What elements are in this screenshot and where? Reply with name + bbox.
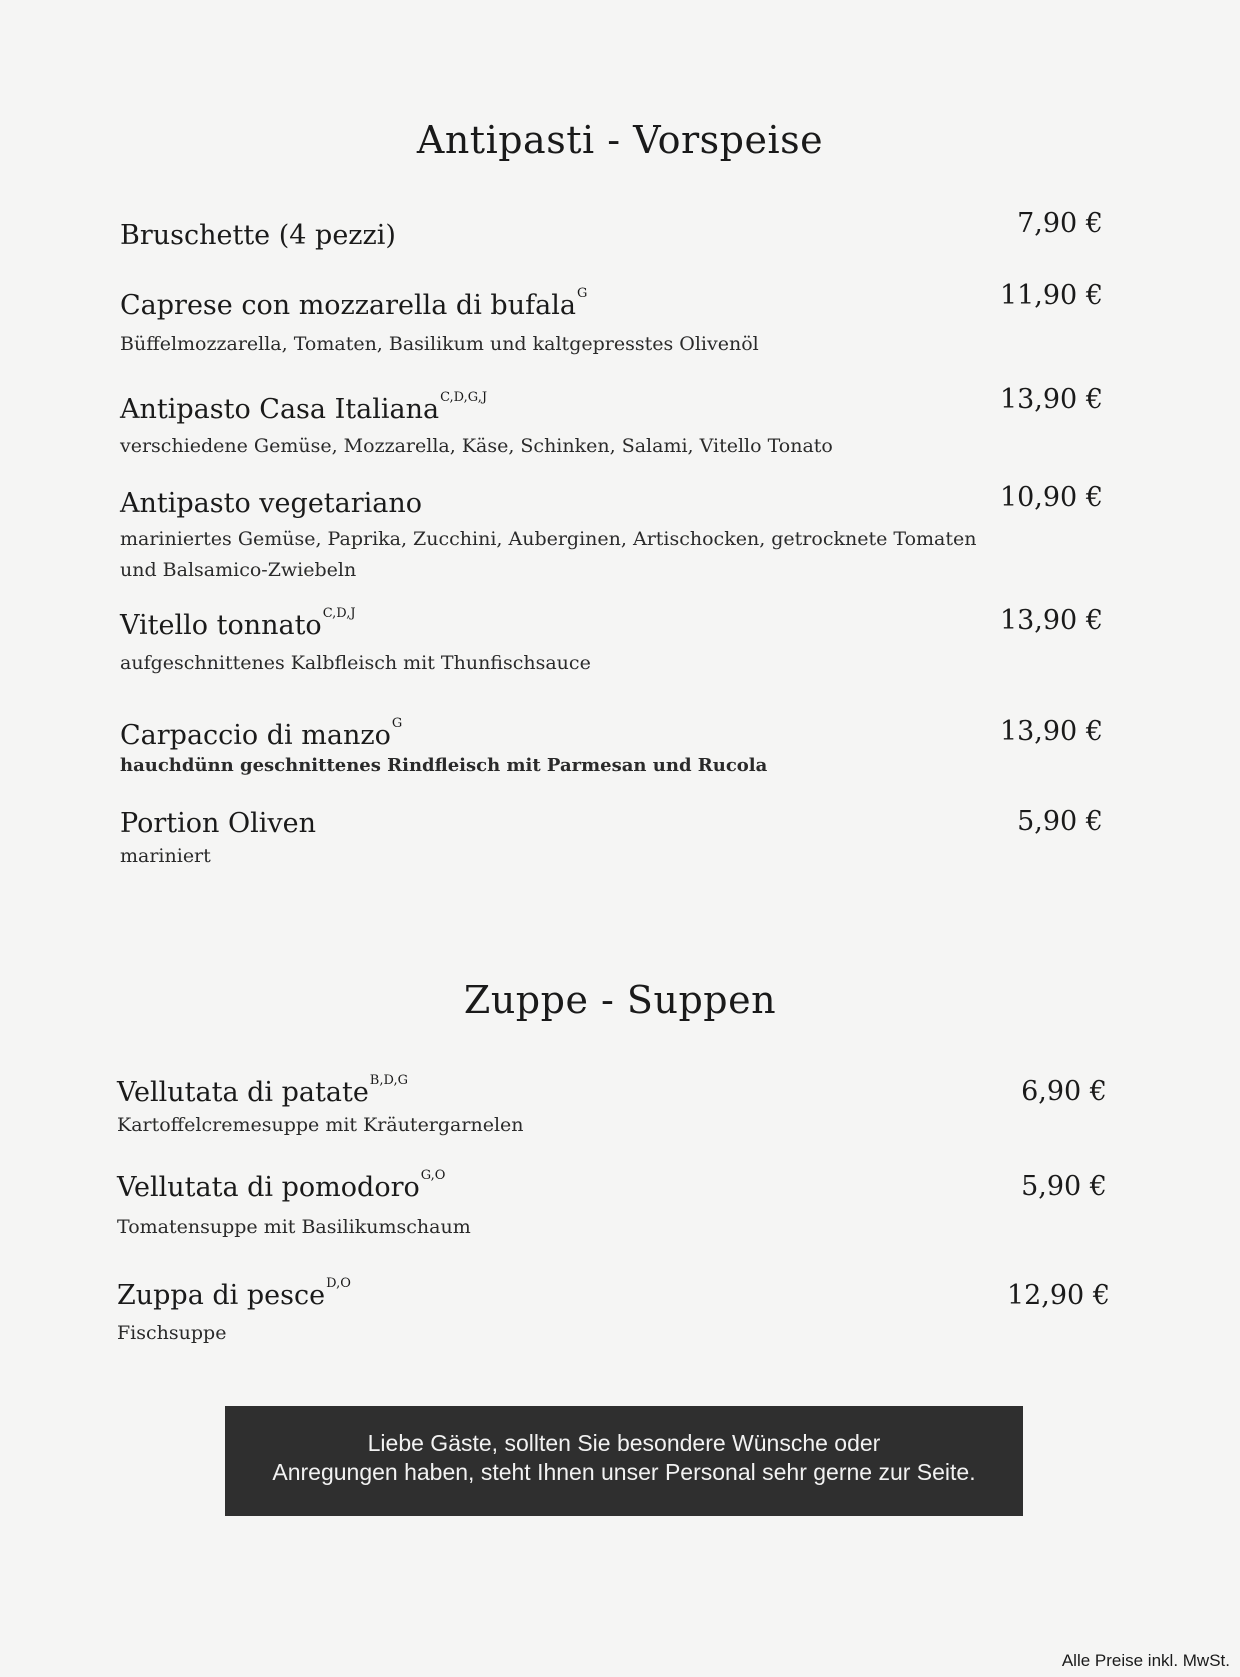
item-name: Vellutata di patate$^{B,D,G}$ [117,1073,408,1108]
allergen-codes: D,O [326,1276,351,1291]
item-price: 10,90 € [999,482,1103,513]
item-name: Carpaccio di manzo$^G$ [120,716,403,751]
item-price: 7,90 € [1017,208,1103,239]
allergen-codes: G [391,716,403,731]
item-price: 13,90 € [999,384,1103,415]
notice-line-2: Anregungen haben, steht Ihnen unser Personal sehr gerne zur Seite. [272,1459,976,1485]
item-description: hauchdünn geschnittenes Rindfleisch mit Parmesan und Rucola [120,755,768,776]
item-price: 11,90 € [999,280,1103,311]
price-footnote: Alle Preise inkl. MwSt. [1061,1651,1230,1670]
item-name: Vellutata di pomodoro$^{G,O}$ [117,1168,446,1203]
allergen-codes: G [576,286,588,301]
allergen-codes: B,D,G [369,1073,408,1088]
item-description: mariniert [120,845,211,867]
section-title-antipasti: Antipasti - Vorspeise [416,118,824,162]
item-price: 6,90 € [1021,1076,1107,1107]
item-description: aufgeschnittenes Kalbfleisch mit Thunfischsauce [120,652,591,674]
allergen-codes: G,O [420,1168,446,1183]
item-name: Antipasto Casa Italiana$^{C,D,G,J}$ [120,390,488,425]
notice-line-1: Liebe Gäste, sollten Sie besondere Wünsche oder [367,1430,881,1456]
item-price: 13,90 € [999,605,1103,636]
item-price: 5,90 € [1017,806,1103,837]
item-description: Büffelmozzarella, Tomaten, Basilikum und kaltgepresstes Olivenöl [120,333,759,355]
item-price: 13,90 € [999,716,1103,747]
item-name: Zuppa di pesce$^{D,O}$ [117,1276,351,1311]
item-price: 5,90 € [1021,1171,1107,1202]
item-description: mariniertes Gemüse, Paprika, Zucchini, Auberginen, Artischocken, getrocknete Tomaten [120,528,977,550]
item-name: Bruschette (4 pezzi) [120,220,396,251]
allergen-codes: C,D,G,J [440,390,488,405]
notice-box [225,1406,1023,1516]
item-name: Portion Oliven [120,808,316,839]
item-description-continued: und Balsamico-Zwiebeln [120,559,357,581]
item-description: verschiedene Gemüse, Mozzarella, Käse, Schinken, Salami, Vitello Tonato [120,435,833,457]
item-price: 12,90 € [1006,1280,1110,1311]
item-description: Fischsuppe [117,1322,227,1344]
section-title-zuppe: Zuppe - Suppen [463,978,777,1022]
item-name: Vitello tonnato$^{C,D,J}$ [120,606,356,641]
item-name: Antipasto vegetariano [120,488,423,519]
item-name: Caprese con mozzarella di bufala$^G$ [120,286,588,321]
item-description: Tomatensuppe mit Basilikumschaum [117,1216,471,1238]
allergen-codes: C,D,J [322,606,356,621]
item-description: Kartoffelcremesuppe mit Kräutergarnelen [117,1114,524,1136]
